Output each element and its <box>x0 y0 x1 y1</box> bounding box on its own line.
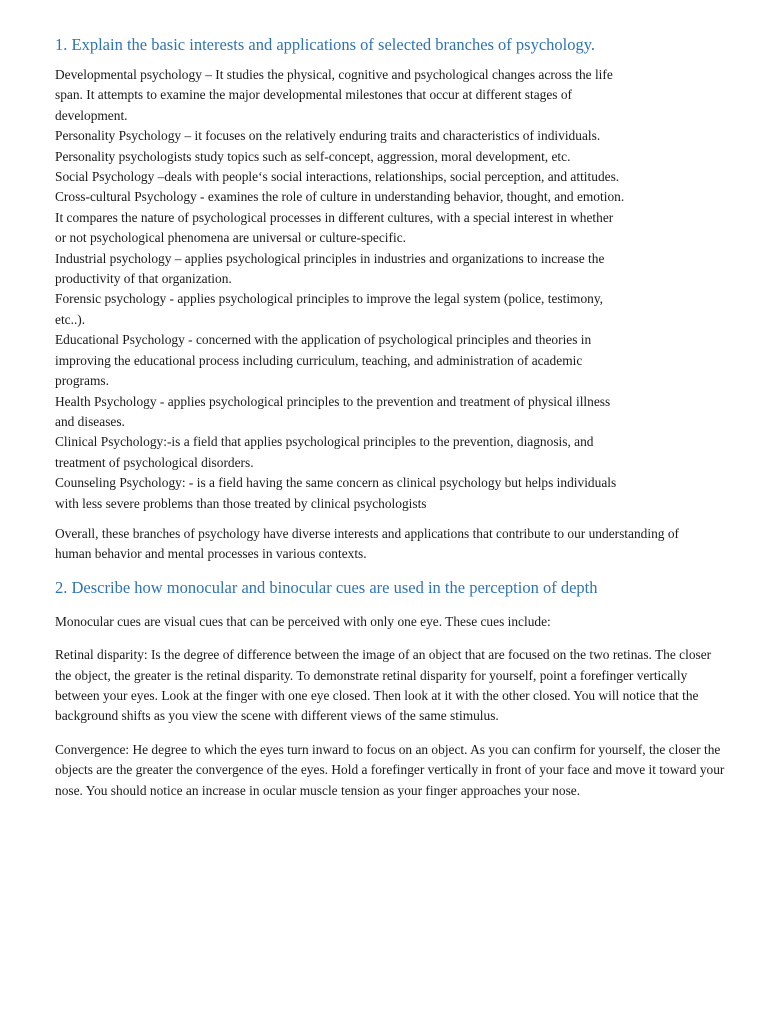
summary-paragraph: Overall, these branches of psychology have diverse interests and applications that contribute to our understanding of human behavior and mental processes in various contexts. <box>55 525 679 562</box>
branch-counseling: Counseling Psychology: - is a field having the same concern as clinical psychology but helps individuals with less severe problems than those treated by clinical psychologists <box>55 475 617 511</box>
branch-personality: Personality Psychology – it focuses on the relatively enduring traits and characteristics of individuals. Personality psychologists study topics such as self-concept, aggression, moral development, etc. <box>55 128 601 164</box>
branch-clinical: Clinical Psychology:-is a field that applies psychological principles to the prevention, diagnosis, and treatment of psychological disorders. <box>55 434 594 470</box>
branch-industrial: Industrial psychology – applies psychological principles in industries and organizations to increase the productivity of that organization. <box>55 250 605 287</box>
question-2-heading: 2. Describe how monocular and binocular cues are used in the perception of depth <box>55 577 598 597</box>
branch-cross-cultural: Cross-cultural Psychology - examines the role of culture in understanding behavior, thought, and emotion. It compares the nature of psychological processes in different cultures, with a special interest in whether or not psychological phenomena are universal or culture-specific. <box>55 189 625 246</box>
branch-forensic: Forensic psychology - applies psychological principles to improve the legal system (police, testimony, etc..). <box>55 291 604 327</box>
convergence-paragraph: Convergence: He degree to which the eyes turn inward to focus on an object. As you can confirm for yourself, the closer the objects are the greater the convergence of the eyes. Hold a forefinger vertically in front of your face and move it toward your nose. You should notice an increase in ocular muscle tension as your finger approaches your nose. <box>55 741 725 798</box>
branch-health: Health Psychology - applies psychological principles to the prevention and treatment of physical illness and diseases. <box>55 393 611 429</box>
branch-social: Social Psychology –deals with people‘s social interactions, relationships, social perception, and attitudes. <box>55 169 620 185</box>
question-1-heading: 1. Explain the basic interests and applications of selected branches of psychology. <box>55 35 596 54</box>
branch-educational: Educational Psychology - concerned with the application of psychological principles and theories in improving the educational process including curriculum, teaching, and administration of academic programs. <box>55 332 592 389</box>
branch-developmental: Developmental psychology – It studies the physical, cognitive and psychological changes across the life span. It attempts to examine the major developmental milestones that occur at different stages of development. <box>55 67 613 123</box>
document-page <box>55 34 735 814</box>
monocular-intro-paragraph: Monocular cues are visual cues that can be perceived with only one eye. These cues include: <box>55 613 551 629</box>
retinal-disparity-paragraph: Retinal disparity: Is the degree of difference between the image of an object that are focused on the two retinas. The closer the object, the greater is the retinal disparity. To demonstrate retinal disparity for yourself, point a forefinger vertically between your eyes. Look at the finger with one eye closed. Then look at it with the other closed. You will notice that the background shifts as you view the scene with different views of the same stimulus. <box>55 647 712 724</box>
branches-list <box>55 65 625 514</box>
